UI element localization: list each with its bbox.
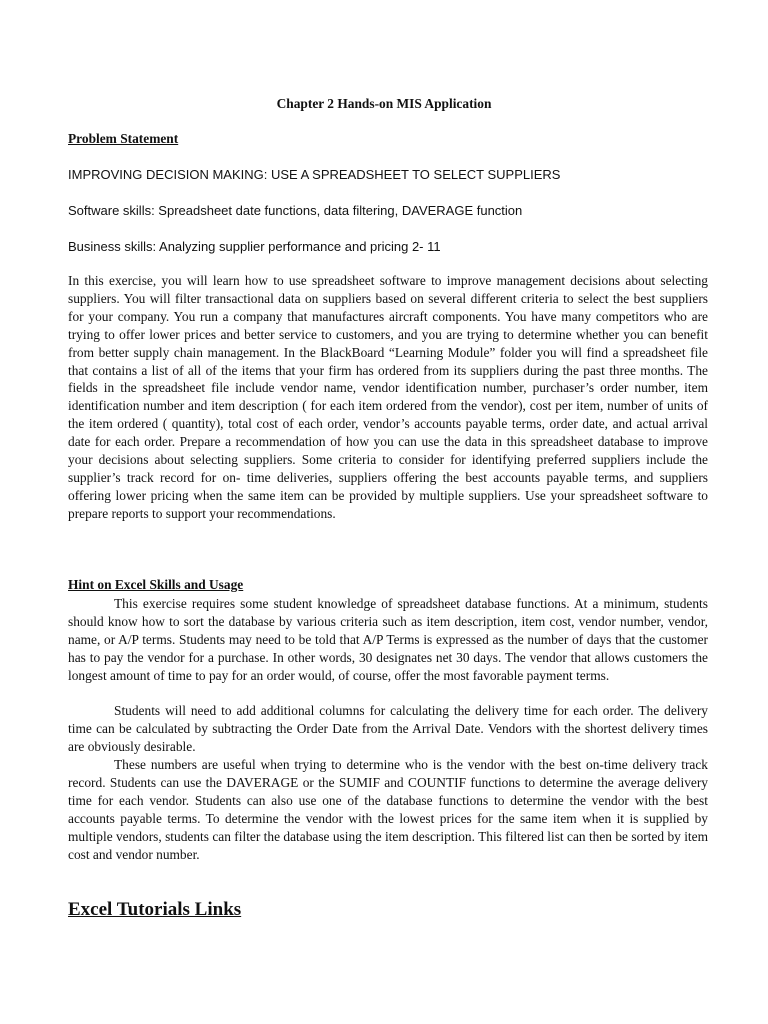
hint-paragraph-2: Students will need to add additional columns for calculating the delivery time for each order. The delivery time can be calculated by subtracting the Order Date from the Arrival Date. Vendors with the shortest delivery times are obviously desirable.	[68, 703, 708, 754]
hint-paragraph-3: These numbers are useful when trying to determine who is the vendor with the best on-time delivery track record. Students can use the DAVERAGE or the SUMIF and COUNTIF functions to determine the average delivery time for each vendor. Students can also use one of the database functions to determine the vendor with the best accounts payable terms. To determine the vendor with the lowest prices for the same item when it is supplied by multiple vendors, students can filter the database using the item description. This filtered list can then be sorted by item cost and vendor number.	[68, 757, 708, 862]
excel-tutorials-heading: Excel Tutorials Links	[68, 899, 242, 920]
intro-paragraph: In this exercise, you will learn how to use spreadsheet software to improve management decisions about selecting suppliers. You will filter transactional data on suppliers based on several different criteria to select the best suppliers for your company. You run a company that manufactures aircraft components. You have many competitors who are trying to offer lower prices and better service to customers, and you are trying to determine whether you can benefit from better supply chain management. In the BlackBoard “Learning Module” folder you will find a spreadsheet file that contains a list of all of the items that your firm has ordered from its suppliers during the past three months. The fields in the spreadsheet file include vendor name, vendor identification number, purchaser’s order number, item identification number and item description ( for each item ordered from the vendor), cost per item, number of units of the item ordered ( quantity), total cost of each order, vendor’s accounts payable terms, order date, and actual arrival date for each order. Prepare a recommendation of how you can use the data in this spreadsheet database to improve your decisions about selecting suppliers. Some criteria to consider for identifying preferred suppliers include the supplier’s track record for on- time deliveries, suppliers offering the best accounts payable terms, and suppliers offering lower pricing when the same item can be provided by multiple suppliers. Use your spreadsheet software to prepare reports to support your recommendations.	[68, 273, 708, 521]
business-skills: Business skills: Analyzing supplier performance and pricing 2- 11	[68, 239, 441, 254]
hint-paragraph-1: This exercise requires some student knowledge of spreadsheet database functions. At a minimum, students should know how to sort the database by various criteria such as item description, item cost, vendor number, vendor, name, or A/P terms. Students may need to be told that A/P Terms is expressed as the number of days that the customer has to pay the vendor for a purchase. In other words, 30 designates net 30 days. The vendor that allows customers the longest amount of time to pay for an order would, of course, offer the most favorable payment terms.	[68, 596, 708, 683]
problem-statement-heading: Problem Statement	[68, 131, 179, 146]
hint-heading: Hint on Excel Skills and Usage	[68, 577, 244, 592]
software-skills: Software skills: Spreadsheet date functions, data filtering, DAVERAGE function	[68, 203, 523, 218]
document-title: Chapter 2 Hands-on MIS Application	[276, 96, 492, 111]
problem-title: IMPROVING DECISION MAKING: USE A SPREADSHEET TO SELECT SUPPLIERS	[68, 167, 561, 182]
